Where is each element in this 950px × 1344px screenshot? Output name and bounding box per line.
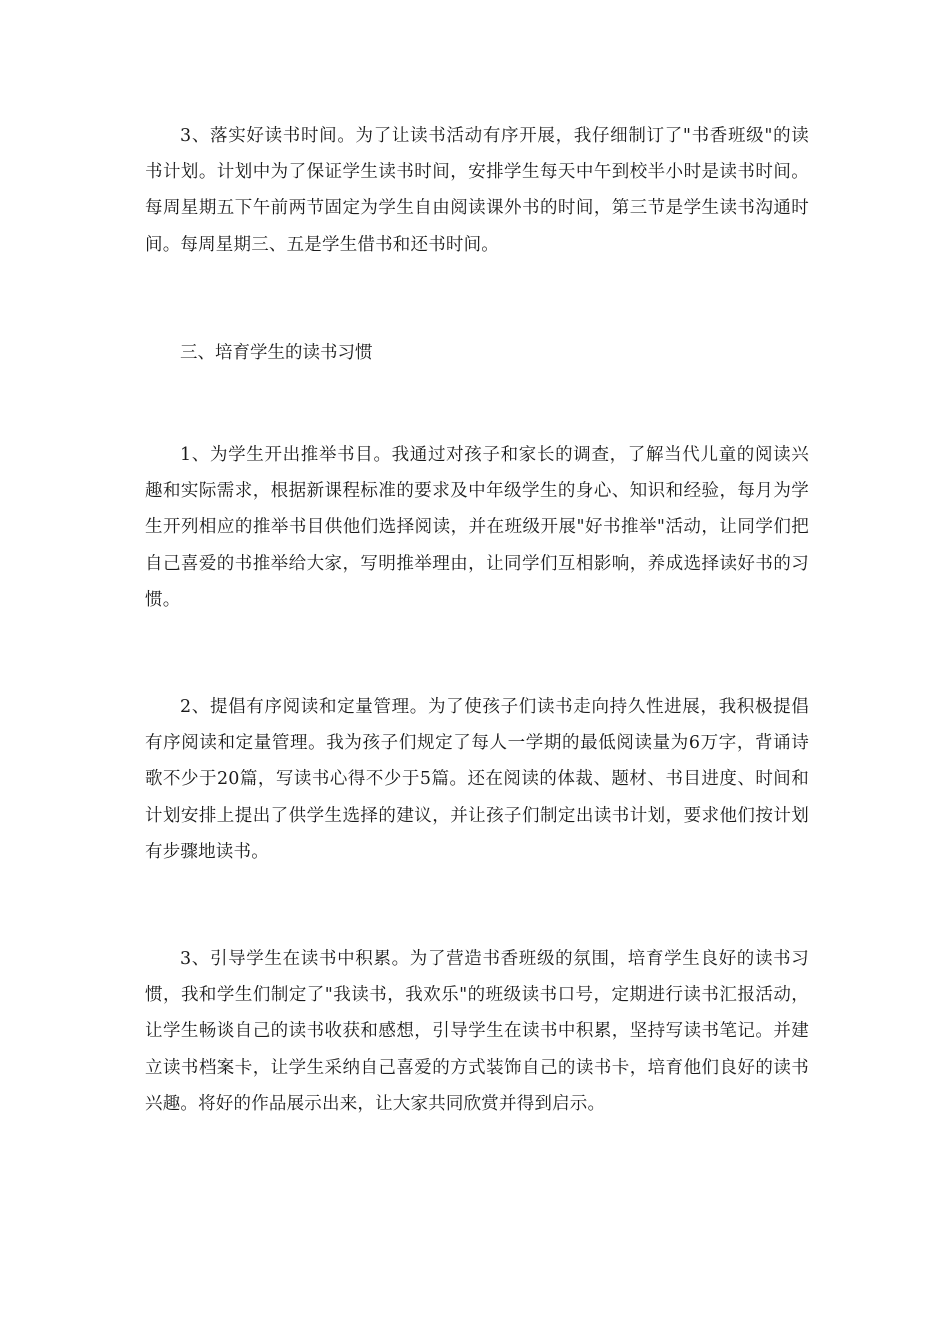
paragraph-orderly-reading: 2、提倡有序阅读和定量管理。为了使孩子们读书走向持久性进展，我积极提倡有序阅读和定量管理。我为孩子们规定了每人一学期的最低阅读量为6万字，背诵诗歌不少于20篇，写读书心得不少于5篇。还在阅读的体裁、题材、书目进度、时间和计划安排上提出了供学生选择的建议，并让孩子们制定出读书计划，要求他们按计划有步骤地读书。 [145, 697, 809, 862]
paragraph-reading-time: 3、落实好读书时间。为了让读书活动有序开展，我仔细制订了"书香班级"的读书计划。计划中为了保证学生读书时间，安排学生每天中午到校半小时是读书时间。每周星期五下午前两节固定为学生自由阅读课外书的时间，第三节是学生读书沟通时间。每周星期三、五是学生借书和还书时间。 [145, 126, 809, 255]
paragraph-recommended-books: 1、为学生开出推举书目。我通过对孩子和家长的调查，了解当代儿童的阅读兴趣和实际需求，根据新课程标准的要求及中年级学生的身心、知识和经验，每月为学生开列相应的推举书目供他们选择阅读，并在班级开展"好书推举"活动，让同学们把自己喜爱的书推举给大家，写明推举理由，让同学们互相影响，养成选择读好书的习惯。 [145, 445, 809, 610]
section-heading: 三、培育学生的读书习惯 [180, 343, 373, 363]
paragraph-accumulation: 3、引导学生在读书中积累。为了营造书香班级的氛围，培育学生良好的读书习惯，我和学生们制定了"我读书，我欢乐"的班级读书口号，定期进行读书汇报活动，让学生畅谈自己的读书收获和感想，引导学生在读书中积累，坚持写读书笔记。并建立读书档案卡，让学生采纳自己喜爱的方式装饰自己的读书卡，培育他们良好的读书兴趣。将好的作品展示出来，让大家共同欣赏并得到启示。 [145, 949, 809, 1114]
